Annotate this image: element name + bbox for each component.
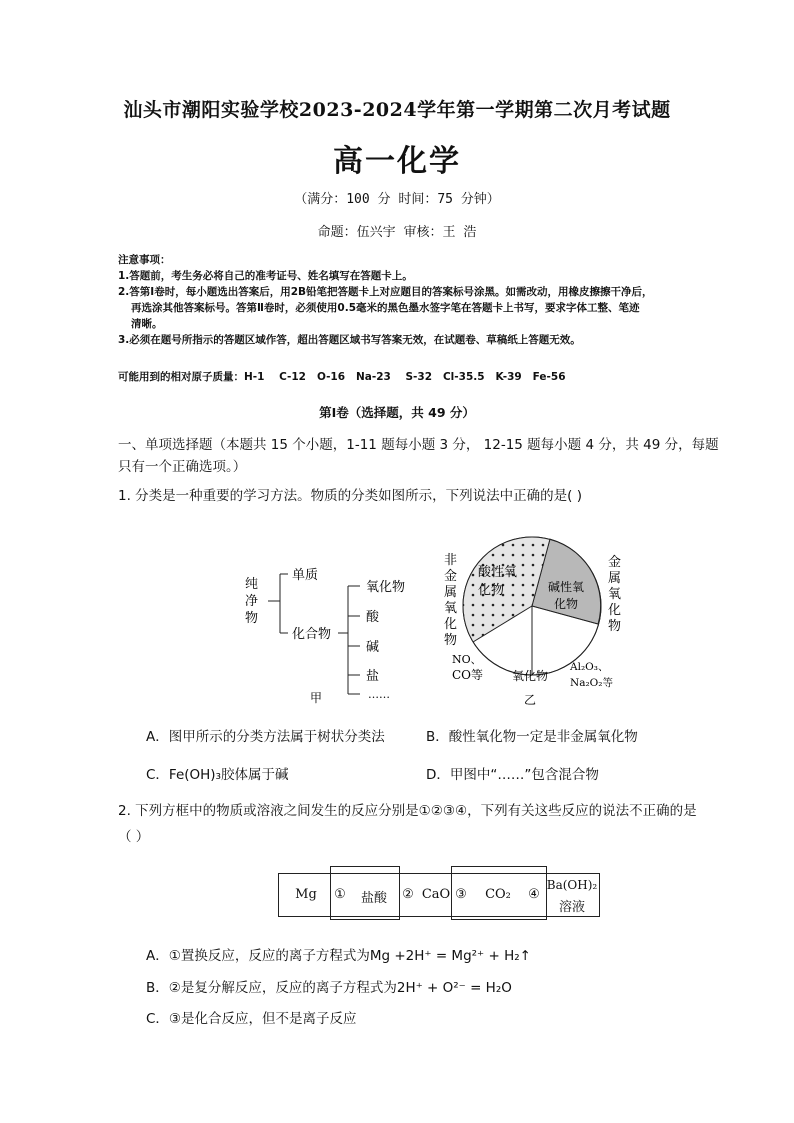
circle-3: ③ [455,887,467,902]
jia-root-2: 净 [245,594,259,609]
yi-na2o2: Na₂O₂等 [570,677,613,689]
note-item-2b: 再选涂其他答案标号。答第Ⅱ卷时，必须使用0.5毫米的黑色墨水签字笔在答题卡上书写，要求字体工整、笔迹 [131,302,640,314]
yi-co: CO等 [452,668,484,682]
note-item-3: 3.必须在题号所指示的答题区域作答，超出答题区域书写答案无效，在试题卷、草稿纸上答题无效。 [118,334,581,346]
yi-basic-1: 碱性氧 [548,580,585,594]
svg-text:非: 非 [444,553,458,568]
yi-center: 氧化物 [512,669,549,683]
jia-ellipsis: …… [368,688,390,701]
yi-label: 乙 [524,693,537,707]
q1-option-c[interactable]: C．Fe(OH)₃胶体属于碱 [146,767,289,783]
svg-text:物: 物 [608,619,622,634]
yi-no: NO、 [452,653,482,666]
svg-text:金: 金 [444,569,458,584]
box-solution: 溶液 [558,900,585,915]
svg-text:氧: 氧 [608,587,622,602]
jia-base: 碱 [366,640,380,655]
jia-label: 甲 [310,691,323,705]
box-baoh2: Ba(OH)₂ [546,878,598,892]
atomic-masses: 可能用到的相对原子质量：H-1 C-12 O-16 Na-23 S-32 Cl-35.5 K-39 Fe-56 [118,371,566,383]
yi-basic-2: 化物 [554,597,579,611]
circle-4: ④ [528,887,540,902]
jia-oxide: 氧化物 [366,580,406,595]
q2-option-a[interactable]: A．①置换反应，反应的离子方程式为Mg +2H⁺ = Mg²⁺ + H₂↑ [146,948,531,964]
svg-text:化: 化 [608,603,622,618]
note-item-2a: 2.答第Ⅰ卷时，每小题选出答案后，用2B铅笔把答题卡上对应题目的答案标号涂黑。如需改动，用橡皮擦擦干净后， [118,286,653,298]
reaction-box-diagram [278,866,600,918]
instructions: 一、单项选择题（本题共 15 个小题，1-11 题每小题 3 分， 12-15 题每小题 4 分，共 49 分，每题只有一个正确选项。） [118,437,719,475]
notes-heading: 注意事项： [118,254,171,266]
jia-acid: 酸 [366,610,380,625]
q2-stem: 2. 下列方框中的物质或溶液之间发生的反应分别是①②③④，下列有关这些反应的说法不正确的是 [118,803,697,819]
diagram-yi [440,532,630,712]
yi-al2o3: Al₂O₃、 [570,661,609,673]
yi-acidic-1: 酸性氧 [478,565,518,580]
diagram-jia [235,556,425,706]
note-item-2c: 清晰。 [131,318,163,330]
jia-danzhi: 单质 [292,568,319,583]
authors: 命题：伍兴宇 审核：王 浩 [317,225,477,240]
jia-root-3: 物 [245,611,259,626]
box-hcl: 盐酸 [360,891,387,906]
jia-huahewu: 化合物 [292,627,332,642]
q2-stem-2: （ ） [118,829,150,845]
subject-title: 高一化学 [333,144,461,179]
svg-text:属: 属 [608,571,622,586]
box-cao: CaO [421,887,451,902]
q1-stem: 1. 分类是一种重要的学习方法。物质的分类如图所示，下列说法中正确的是( ) [118,488,582,504]
jia-root-1: 纯 [245,577,259,592]
svg-text:金: 金 [608,555,622,570]
section-title: 第Ⅰ卷（选择题，共 49 分） [319,405,475,420]
q1-option-b[interactable]: B．酸性氧化物一定是非金属氧化物 [426,729,638,745]
q2-option-b[interactable]: B．②是复分解反应，反应的离子方程式为2H⁺ + O²⁻ = H₂O [146,980,512,996]
yi-acidic-2: 化物 [478,583,505,598]
yi-right-vertical [608,554,621,634]
note-item-1: 1.答题前，考生务必将自己的准考证号、姓名填写在答题卡上。 [118,270,413,282]
jia-salt: 盐 [366,669,380,684]
circle-2: ② [402,887,414,902]
box-mg: Mg [295,887,317,902]
circle-1: ① [334,887,346,902]
q2-option-c[interactable]: C．③是化合反应，但不是离子反应 [146,1011,357,1027]
q1-option-d[interactable]: D．甲图中“……”包含混合物 [426,767,599,783]
notes-block [118,252,738,348]
svg-text:物: 物 [444,633,458,648]
exam-title: 汕头市潮阳实验学校2023-2024学年第一学期第二次月考试题 [123,99,671,121]
svg-text:属: 属 [444,585,458,600]
score-time: （满分：100 分 时间：75 分钟） [294,192,500,207]
box-co2: CO₂ [485,887,511,902]
svg-text:氧: 氧 [444,601,458,616]
yi-left-vertical [444,552,457,648]
q1-option-a[interactable]: A．图甲所示的分类方法属于树状分类法 [146,729,385,745]
svg-text:化: 化 [444,617,458,632]
